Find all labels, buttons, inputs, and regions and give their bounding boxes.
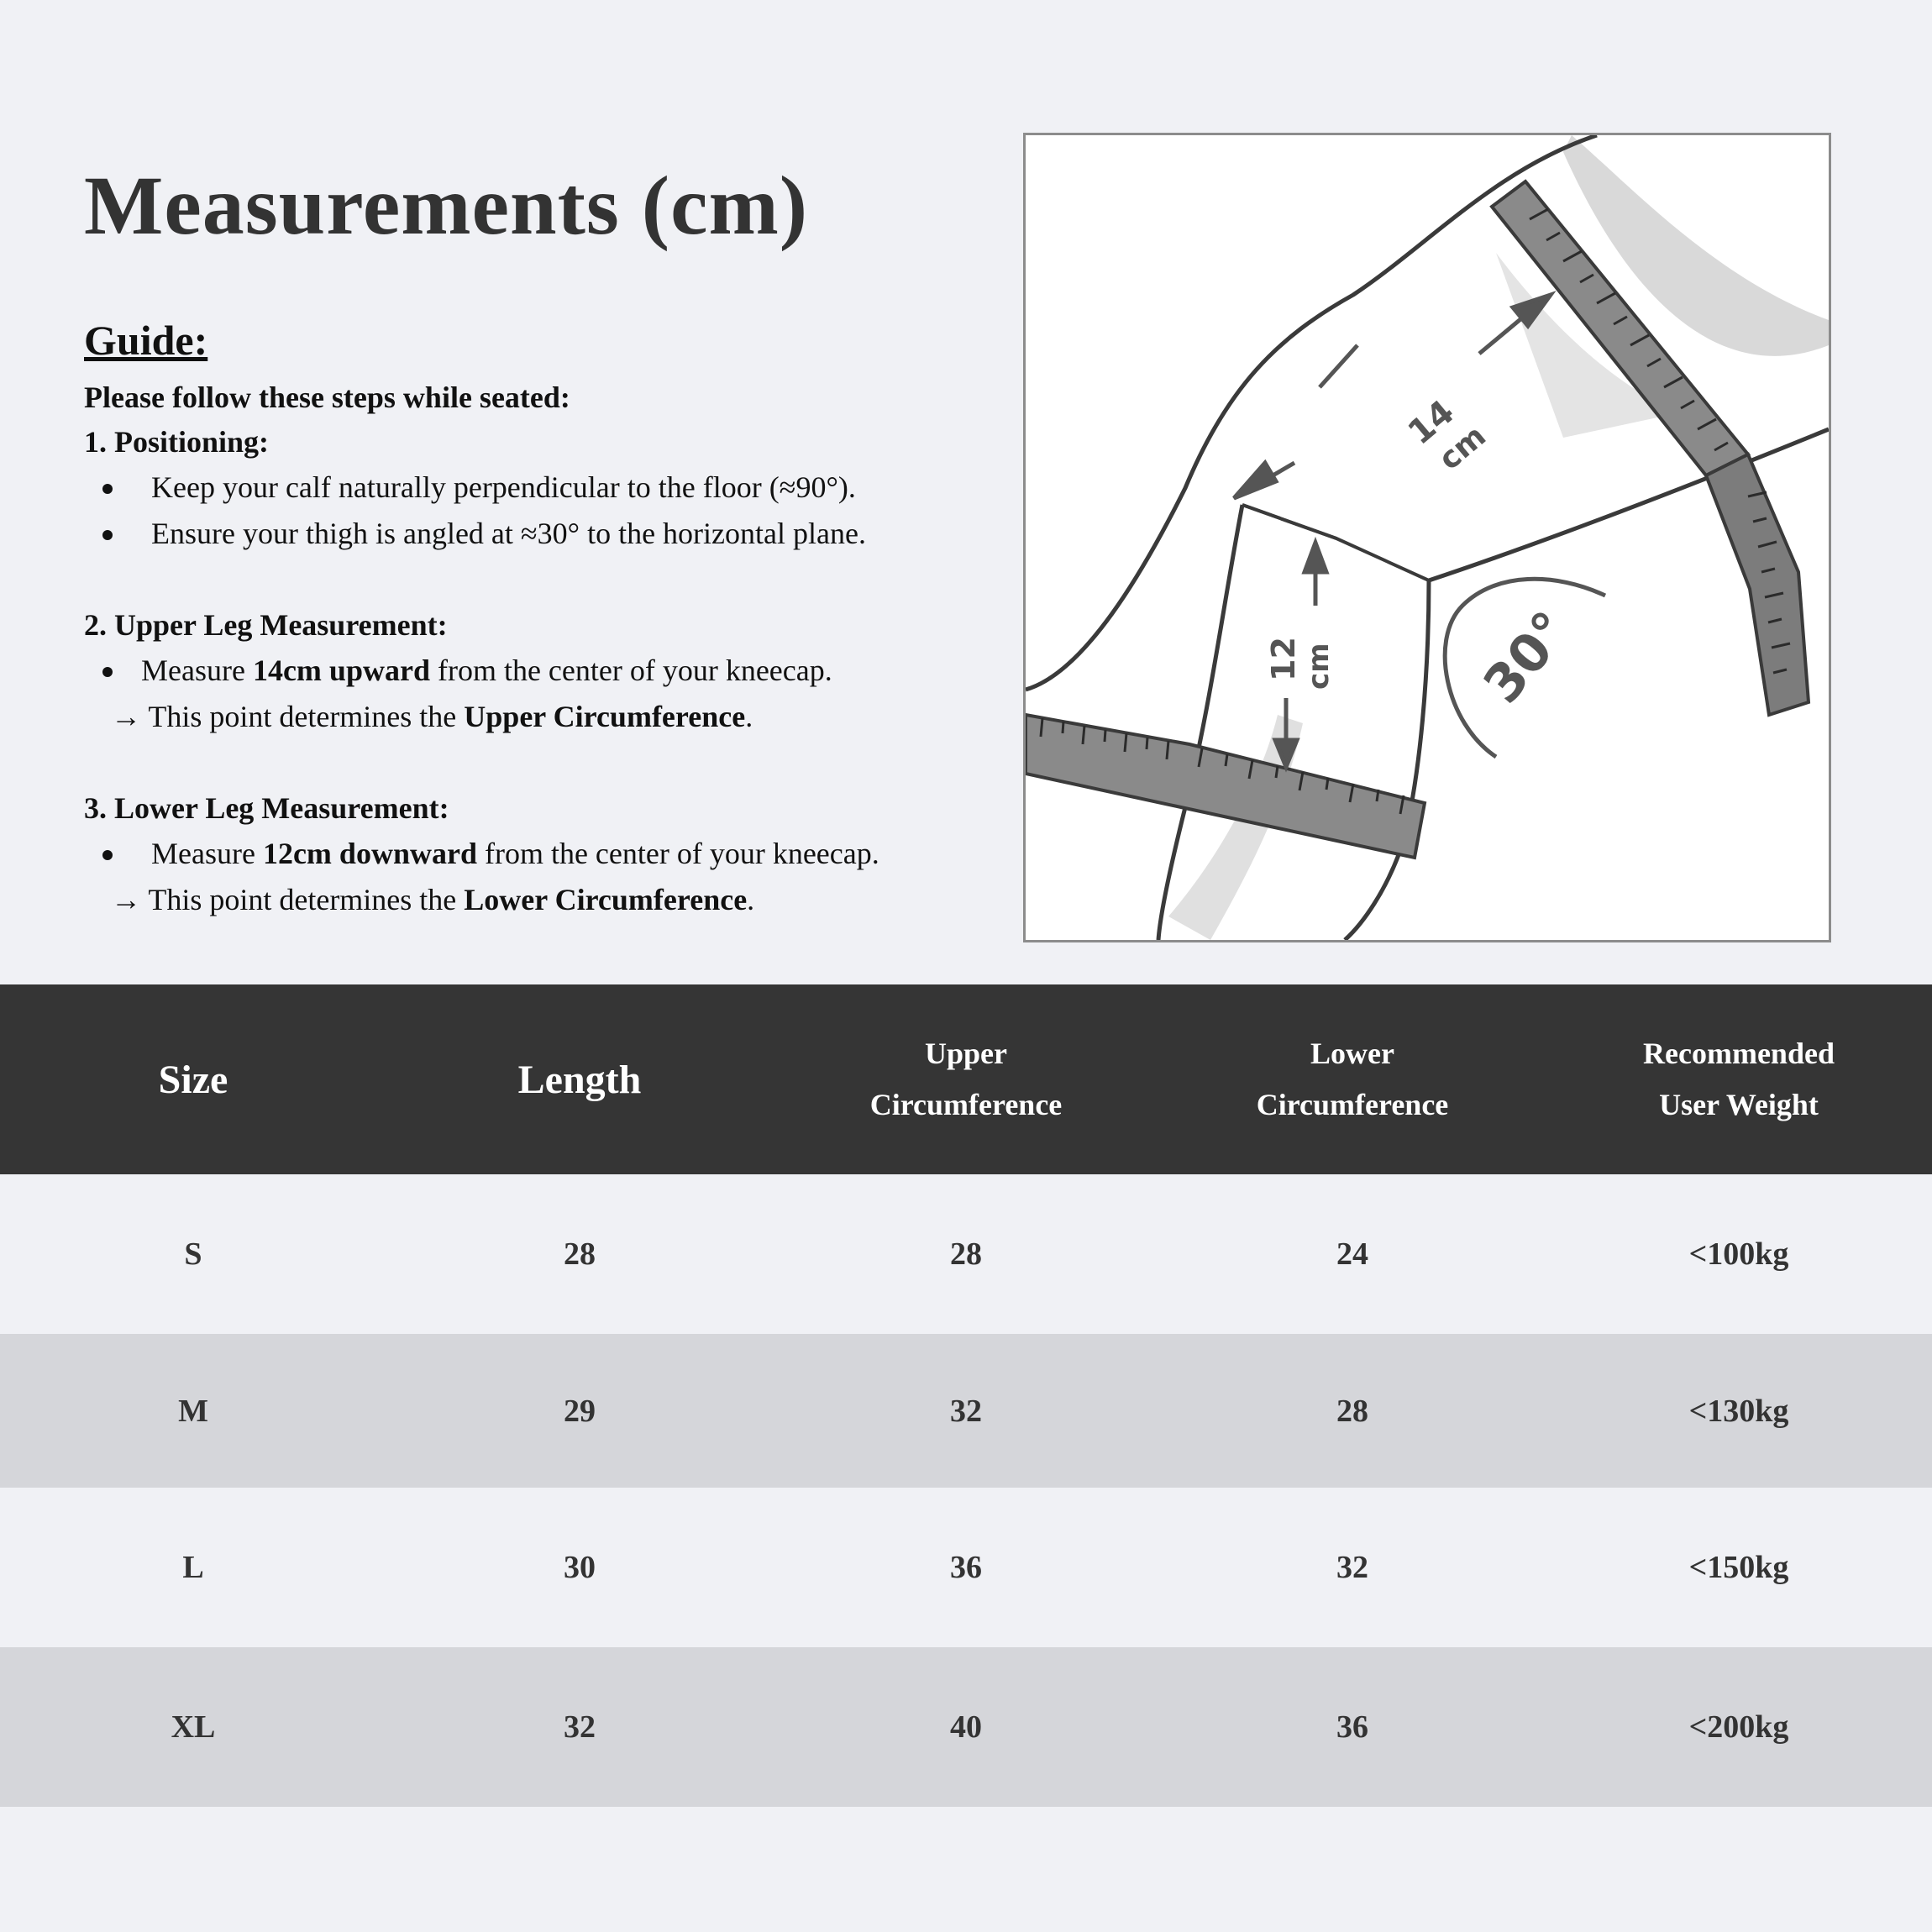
step-lower-result-text: → This point determines the <box>111 883 465 916</box>
cell-size: XL <box>171 1709 216 1745</box>
step-upper-result-end: . <box>745 700 753 733</box>
knee-center-line <box>1242 505 1336 538</box>
header-size: Size <box>158 1057 228 1102</box>
step-lower-result-term: Lower Circumference <box>464 883 748 916</box>
guide-heading: Guide: <box>84 317 208 364</box>
step-lower-result-end: . <box>747 883 755 916</box>
header-lower-line2: Circumference <box>1256 1088 1449 1121</box>
cell-upper: 32 <box>950 1393 982 1429</box>
size-table <box>0 984 1932 1807</box>
table-row <box>0 1174 1932 1334</box>
cell-size: L <box>182 1550 204 1585</box>
step-upper-result-text: → This point determines the <box>111 700 465 733</box>
step-upper-text: Measure <box>141 654 253 687</box>
cell-size: S <box>184 1236 202 1272</box>
header-weight-line2: User Weight <box>1659 1088 1819 1121</box>
cell-size: M <box>178 1393 208 1429</box>
header-lower-circumference <box>1159 1028 1546 1131</box>
step-upper-instruction <box>84 648 1008 694</box>
header-upper-line2: Circumference <box>869 1088 1063 1121</box>
step-positioning-calf: Keep your calf naturally perpendicular to the floor (≈90°). <box>84 465 1008 511</box>
cell-upper: 36 <box>950 1550 982 1585</box>
cell-lower: 28 <box>1336 1393 1368 1429</box>
step-lower-distance: 12cm downward <box>262 837 477 870</box>
step-lower-text-end: from the center of your kneecap. <box>476 837 879 870</box>
header-lower-line1: Lower <box>1310 1037 1394 1070</box>
header-upper-circumference <box>773 1028 1159 1131</box>
table-row <box>0 1647 1932 1807</box>
guide-intro: Please follow these steps while seated: <box>84 381 570 414</box>
cell-weight: <150kg <box>1688 1550 1789 1585</box>
table-row <box>0 1488 1932 1647</box>
lower-distance-unit: cm <box>1302 643 1336 690</box>
table-row <box>0 1334 1932 1488</box>
step-positioning-thigh: Ensure your thigh is angled at ≈30° to the horizontal plane. <box>84 511 1008 557</box>
cell-weight: <130kg <box>1688 1393 1789 1429</box>
knee-measurement-diagram <box>1023 133 1831 942</box>
upper-distance-unit: cm <box>1432 418 1493 477</box>
cell-length: 32 <box>564 1709 596 1745</box>
step-upper-result <box>84 694 1008 740</box>
measurement-guide <box>84 318 1008 923</box>
upper-distance-value: 14 <box>1400 392 1462 453</box>
angle-label: 30° <box>1471 599 1582 715</box>
cell-lower: 36 <box>1336 1709 1368 1745</box>
cell-lower: 24 <box>1336 1236 1368 1272</box>
step-lower-title: 3. Lower Leg Measurement: <box>84 791 449 825</box>
step-lower-text: Measure <box>151 837 263 870</box>
step-upper-distance: 14cm upward <box>252 654 430 687</box>
cell-length: 30 <box>564 1550 596 1585</box>
cell-length: 29 <box>564 1393 596 1429</box>
lower-tape-measure <box>1026 715 1425 858</box>
step-lower-result <box>84 877 1008 923</box>
cell-lower: 32 <box>1336 1550 1368 1585</box>
step-upper-result-term: Upper Circumference <box>464 700 746 733</box>
header-upper-line1: Upper <box>925 1037 1007 1070</box>
step-positioning-title: 1. Positioning: <box>84 425 270 459</box>
header-weight-line1: Recommended <box>1643 1037 1835 1070</box>
step-upper-title: 2. Upper Leg Measurement: <box>84 608 448 642</box>
page-title: Measurements (cm) <box>84 159 809 252</box>
cell-length: 28 <box>564 1236 596 1272</box>
header-recommended-weight <box>1546 1028 1932 1131</box>
size-table-header <box>0 984 1932 1174</box>
cell-weight: <100kg <box>1688 1236 1789 1272</box>
upper-distance-arrow <box>1234 295 1551 498</box>
header-length: Length <box>517 1057 642 1102</box>
calf-back-outline <box>1345 580 1429 940</box>
cell-upper: 40 <box>950 1709 982 1745</box>
step-lower-instruction <box>84 831 1008 877</box>
cell-upper: 28 <box>950 1236 982 1272</box>
step-upper-text-end: from the center of your kneecap. <box>429 654 832 687</box>
cell-weight: <200kg <box>1688 1709 1789 1745</box>
knee-illustration <box>1026 135 1829 940</box>
lower-distance-value: 12 <box>1265 637 1302 681</box>
